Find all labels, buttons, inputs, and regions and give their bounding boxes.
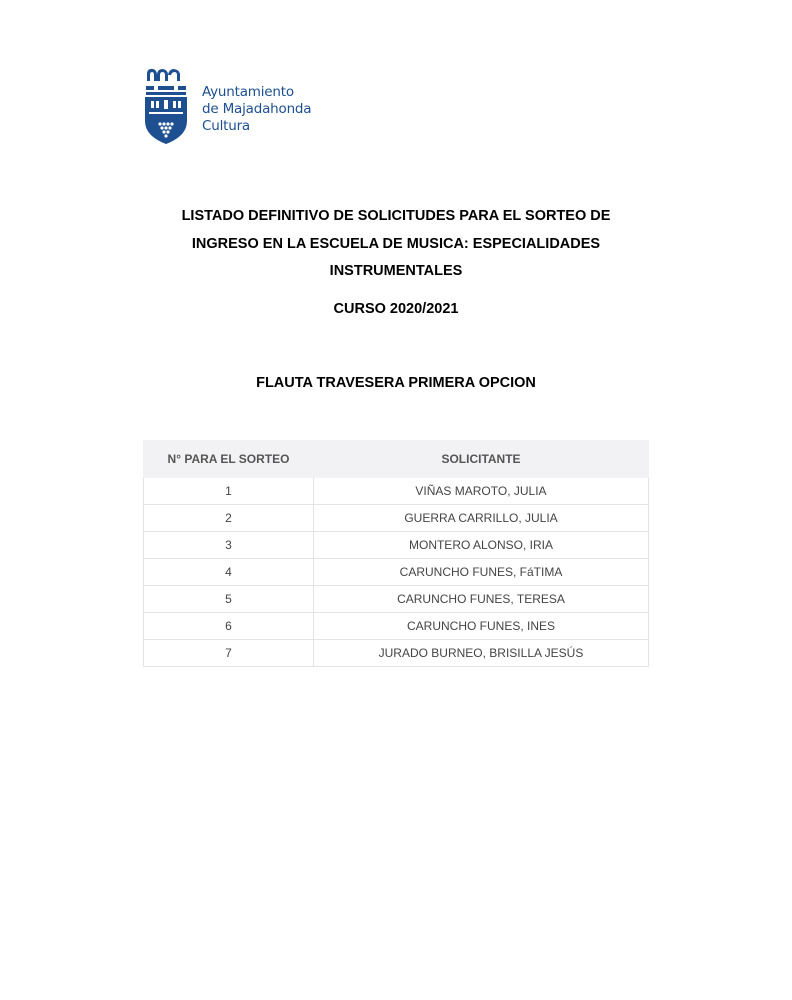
table-row [144, 586, 649, 613]
title-line-2: INGRESO EN LA ESCUELA DE MUSICA: ESPECIALIDADES [191, 235, 601, 252]
table-row [144, 613, 649, 640]
applicant-name-cell: JURADO BURNEO, BRISILLA JESÚS [314, 640, 649, 667]
document-title [140, 203, 652, 286]
applicant-name-cell: CARUNCHO FUNES, INES [314, 613, 649, 640]
draw-number-cell: 7 [144, 640, 314, 667]
table-row [144, 532, 649, 559]
table-header-row [144, 441, 649, 478]
applicant-name-cell: MONTERO ALONSO, IRIA [314, 532, 649, 559]
applicant-name-cell: VIÑAS MAROTO, JULIA [314, 478, 649, 505]
draw-number-cell: 5 [144, 586, 314, 613]
course-label: CURSO 2020/2021 [333, 301, 459, 317]
table-row [144, 559, 649, 586]
draw-number-cell: 3 [144, 532, 314, 559]
logo-line-ayuntamiento: Ayuntamiento [202, 84, 294, 100]
applicant-name-cell: CARUNCHO FUNES, FáTIMA [314, 559, 649, 586]
title-line-1: LISTADO DEFINITIVO DE SOLICITUDES PARA EL SORTEO DE [181, 208, 611, 224]
applicant-name-cell: GUERRA CARRILLO, JULIA [314, 505, 649, 532]
section-title: FLAUTA TRAVESERA PRIMERA OPCION [256, 375, 536, 391]
draw-number-cell: 1 [144, 478, 314, 505]
header-applicant: SOLICITANTE [314, 441, 649, 478]
header-draw-number: N° PARA EL SORTEO [144, 441, 314, 478]
draw-number-cell: 4 [144, 559, 314, 586]
logo [143, 66, 333, 146]
title-line-3: INSTRUMENTALES [329, 263, 463, 279]
draw-number-cell: 2 [144, 505, 314, 532]
majadahonda-coat-of-arms-icon [143, 66, 189, 146]
table-row [144, 505, 649, 532]
draw-number-cell: 6 [144, 613, 314, 640]
table-row [144, 640, 649, 667]
applicants-table [143, 440, 649, 667]
logo-text [202, 84, 311, 135]
logo-line-majadahonda: de Majadahonda [202, 101, 312, 117]
applicant-name-cell: CARUNCHO FUNES, TERESA [314, 586, 649, 613]
table-row [144, 478, 649, 505]
logo-line-cultura: Cultura [202, 118, 251, 134]
